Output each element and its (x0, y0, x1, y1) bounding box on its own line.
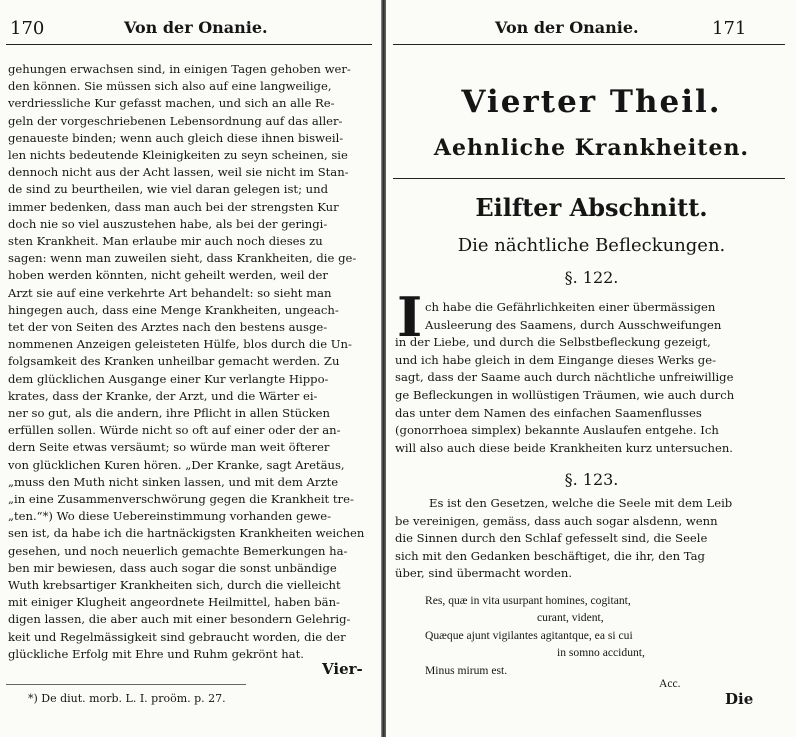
left-catchword: Vier- (322, 660, 363, 678)
text-line: genaueste binden; wenn auch gleich diese ihnen bisweil- (8, 130, 344, 145)
text-line: ben mir bewiesen, dass auch sogar die sonst unbändige (8, 560, 337, 575)
text-line: den können. Sie müssen sich also auf eine langweilige, (8, 79, 332, 94)
left-page (0, 0, 382, 737)
text-line: „in eine Zusammenverschwörung gegen die Krankheit tre- (8, 492, 354, 506)
paragraph-122-heading: §. 122. (564, 268, 619, 287)
left-header-rule (6, 44, 372, 45)
text-line: Es ist den Gesetzen, welche die Seele mit dem Leib (429, 496, 733, 510)
text-line: „ten.“*) Wo diese Uebereinstimmung vorhanden gewe- (8, 509, 332, 524)
text-line: das unter dem Namen des einfachen Saamenflusses (395, 405, 702, 420)
right-page-number: 171 (712, 18, 747, 39)
text-line: Ausleerung des Saamens, durch Ausschweifungen (425, 317, 722, 332)
right-page (387, 0, 796, 737)
text-line: und ich habe gleich in dem Eingange dieses Werks ge- (395, 352, 716, 367)
text-line: geln der vorgeschriebenen Lebensordnung auf das aller- (8, 113, 343, 128)
text-line: (gonorrhoea simplex) bekannte Auslaufen entgehe. Ich (395, 423, 719, 438)
footnote-rule (6, 684, 246, 685)
left-footnote: *) De diut. morb. L. I. proöm. p. 27. (28, 692, 226, 705)
text-line: folgsamkeit des Kranken unheilbar gemacht werden. Zu (8, 354, 340, 369)
right-header-rule (393, 44, 785, 45)
right-running-head: Von der Onanie. (495, 18, 639, 37)
text-line: ch habe die Gefährlichkeiten einer übermässigen (425, 300, 716, 314)
text-line: will also auch diese beide Krankheiten kurz untersuchen. (395, 440, 733, 455)
text-line: sagen: wenn man zuweilen sieht, dass Krankheiten, die ge- (8, 251, 357, 266)
part-subtitle: Aehnliche Krankheiten. (433, 135, 750, 161)
text-line: verdriessliche Kur gefasst machen, und sich an alle Re- (8, 96, 335, 111)
section-subtitle: Die nächtliche Befleckungen. (457, 235, 726, 256)
text-line: gehungen erwachsen sind, in einigen Tagen gehoben wer- (8, 62, 351, 76)
text-line: sen ist, da habe ich die hartnäckigsten Krankheiten weichen (8, 526, 365, 541)
text-line: Res, quæ in vita usurpant homines, cogitant, (425, 594, 631, 607)
text-line: Arzt sie auf eine verkehrte Art behandelt: so sieht man (8, 285, 332, 300)
text-line: gesehen, und noch neuerlich gemachte Bemerkungen ha- (8, 543, 348, 558)
text-line: immer bedenken, dass man auch bei der strengsten Kur (8, 199, 339, 214)
left-page-number: 170 (10, 18, 45, 39)
text-line: dern Seite etwas versäumt; so würde man weit öfterer (8, 440, 330, 455)
text-line: sich mit den Gedanken beschäftiget, die ihr, den Tag (395, 548, 705, 563)
book-gutter (381, 0, 386, 737)
text-line: die Sinnen durch den Schlaf gefesselt sind, die Seele (395, 531, 708, 546)
text-line: hingegen auch, dass eine Menge Krankheiten, ungeach- (8, 302, 339, 317)
text-line: digen lassen, die aber auch mit einer besondern Gelehrig- (8, 612, 351, 627)
left-running-head: Von der Onanie. (124, 18, 268, 37)
text-line: glückliche Erfolg mit Ehre und Ruhm gekrönt hat. (8, 646, 304, 661)
text-line: Wuth krebsartiger Krankheiten sich, durch die vielleicht (8, 578, 341, 592)
text-line: Minus mirum est. (425, 663, 508, 677)
text-line: ge Befleckungen in wollüstigen Träumen, wie auch durch (395, 388, 735, 402)
text-line: dennoch nicht aus der Acht lassen, weil sie nicht im Stan- (8, 165, 349, 180)
text-line: in somno accidunt, (557, 646, 645, 660)
text-line: mit einiger Klugheit angeordnete Heilmittel, haben bän- (8, 595, 340, 610)
text-line: krates, dass der Kranke, der Arzt, und die Wärter ei- (8, 388, 318, 403)
section-title: Eilfter Abschnitt. (475, 193, 708, 222)
part-title: Vierter Theil. (461, 84, 722, 120)
text-line: hoben werden könnten, nicht geheilt werden, weil der (8, 268, 328, 283)
text-line: len nichts bedeutende Kleinigkeiten zu seyn scheinen, sie (8, 148, 348, 162)
title-rule (393, 178, 785, 179)
text-line: „muss den Muth nicht sinken lassen, und mit dem Arzte (8, 474, 339, 489)
text-line: über, sind übermacht worden. (395, 566, 573, 581)
text-line: de sind zu beurtheilen, wie viel daran gelegen ist; und (8, 182, 329, 197)
text-line: sagt, dass der Saame auch durch nächtliche unfreiwillige (395, 370, 734, 385)
text-line: in der Liebe, und durch die Selbstbefleckung gezeigt, (395, 335, 711, 350)
text-line: tet der von Seiten des Arztes nach den bestens ausge- (8, 320, 328, 334)
text-line: dem glücklichen Ausgange einer Kur verlangte Hippo- (8, 371, 329, 386)
drop-cap: I (397, 285, 423, 349)
text-line: keit und Regelmässigkeit sind gebraucht worden, die der (8, 629, 346, 644)
right-catchword: Die (725, 690, 754, 708)
verse-attribution: Acc. (659, 677, 681, 690)
paragraph-123-heading: §. 123. (564, 470, 619, 489)
text-line: erfüllen sollen. Würde nicht so oft auf einer oder der an- (8, 423, 341, 438)
text-line: nommenen Anzeigen geleisteten Hülfe, blos durch die Un- (8, 337, 352, 352)
text-line: Quæque ajunt vigilantes agitantque, ea si cui (425, 628, 633, 642)
text-line: von glücklichen Kuren hören. „Der Kranke, sagt Aretäus, (8, 457, 345, 472)
text-line: ner so gut, als die andern, ihre Pflicht in allen Stücken (8, 406, 330, 420)
text-line: doch nie so viel auszustehen habe, als bei der geringi- (8, 216, 328, 231)
text-line: sten Krankheit. Man erlaube mir auch noch dieses zu (8, 234, 323, 248)
text-line: curant, vident, (537, 611, 604, 625)
text-line: be vereinigen, gemäss, dass auch sogar alsdenn, wenn (395, 513, 718, 528)
